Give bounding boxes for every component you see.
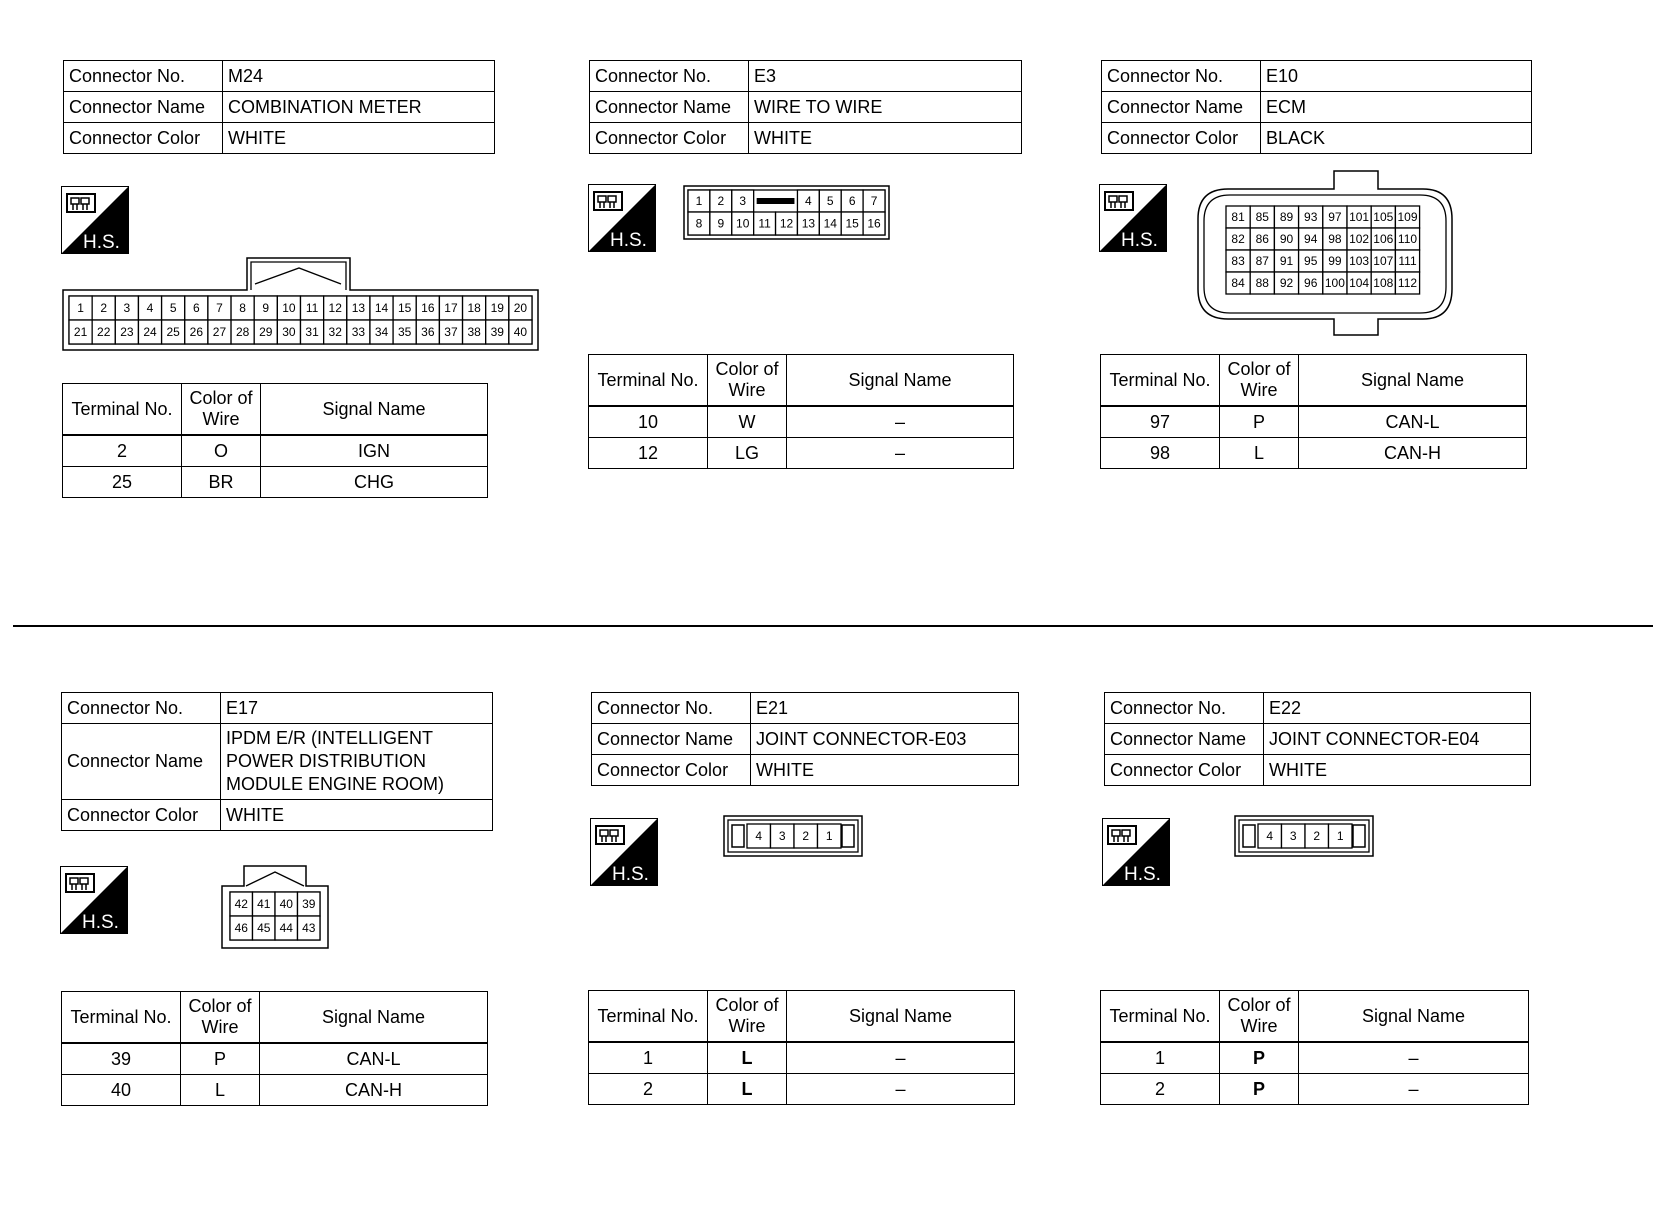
wire-cell: P	[1220, 406, 1299, 438]
hs-label: H.S.	[83, 232, 120, 253]
terminal-number: 27	[212, 325, 227, 339]
connector-name-value: JOINT CONNECTOR-E03	[751, 724, 1019, 755]
signal-name-header: Signal Name	[787, 355, 1014, 407]
terminal-number: 30	[282, 325, 296, 339]
terminal-number: 9	[717, 216, 725, 231]
terminal-number: 12	[779, 216, 794, 231]
terminal-number: 37	[444, 325, 458, 339]
terminal-number: 33	[351, 325, 366, 339]
wire-color-header: Color of Wire	[1220, 991, 1299, 1043]
terminal-number: 11	[758, 216, 771, 231]
signal-name-header: Signal Name	[1299, 991, 1529, 1043]
connector-color-value: WHITE	[223, 123, 495, 154]
terminal-number: 4	[1266, 829, 1274, 843]
signal-cell: –	[787, 1074, 1015, 1105]
terminal-number: 10	[736, 216, 750, 231]
terminal-number: 90	[1279, 232, 1294, 246]
terminal-number: 16	[867, 216, 881, 231]
signal-cell: –	[787, 1042, 1015, 1074]
signal-name-header: Signal Name	[787, 991, 1015, 1043]
terminal-number: 95	[1304, 254, 1318, 268]
terminal-number: 13	[801, 216, 816, 231]
terminal-number: 82	[1231, 232, 1245, 246]
terminal-number: 93	[1304, 210, 1318, 224]
terminal-number: 103	[1349, 254, 1370, 268]
terminal-number: 25	[166, 325, 180, 339]
terminal-number: 1	[1336, 829, 1344, 843]
wire-cell: W	[708, 406, 787, 438]
connector-color-value: WHITE	[221, 800, 493, 831]
connector-no-label: Connector No.	[592, 693, 751, 724]
signal-cell: –	[787, 406, 1014, 438]
connector-no-value: M24	[223, 61, 495, 92]
connector-no-label: Connector No.	[1102, 61, 1261, 92]
terminal-number: 1	[695, 194, 703, 208]
terminal-number: 34	[374, 325, 389, 339]
connector-name-value: JOINT CONNECTOR-E04	[1264, 724, 1531, 755]
signal-cell: –	[1299, 1042, 1529, 1074]
connector-face-m24	[63, 258, 538, 348]
terminal-cell: 1	[1101, 1042, 1220, 1074]
table-row	[1101, 406, 1527, 438]
connector-name-value: WIRE TO WIRE	[749, 92, 1022, 123]
side-guide	[732, 825, 744, 847]
terminal-no-header: Terminal No.	[589, 991, 708, 1043]
connector-name-label: Connector Name	[62, 724, 221, 800]
side-guide	[1243, 825, 1255, 847]
terminal-number: 23	[120, 325, 134, 339]
signal-cell: CAN-L	[260, 1043, 488, 1075]
terminal-number: 9	[262, 301, 270, 315]
terminal-number: 97	[1328, 210, 1342, 224]
terminal-number: 86	[1255, 232, 1269, 246]
terminal-number: 42	[234, 897, 248, 911]
terminal-number: 14	[374, 301, 389, 315]
terminal-number: 7	[870, 194, 878, 208]
harness-side-icon	[588, 184, 656, 252]
terminal-number: 46	[234, 921, 248, 935]
terminal-table-e22	[1100, 990, 1529, 1105]
connector-no-label: Connector No.	[64, 61, 223, 92]
terminal-number: 39	[490, 325, 504, 339]
terminal-number: 89	[1279, 210, 1294, 224]
terminal-number: 17	[444, 301, 458, 315]
terminal-number: 12	[328, 301, 342, 315]
connector-no-value: E22	[1264, 693, 1531, 724]
signal-name-header: Signal Name	[260, 992, 488, 1044]
connector-color-label: Connector Color	[64, 123, 223, 154]
wire-cell: L	[708, 1042, 787, 1074]
terminal-number: 15	[845, 216, 859, 231]
terminal-number: 10	[282, 301, 296, 315]
signal-cell: CAN-H	[1299, 438, 1527, 469]
terminal-number: 98	[1328, 232, 1342, 246]
wire-cell: P	[1220, 1074, 1299, 1105]
wire-cell: P	[181, 1043, 260, 1075]
terminal-no-header: Terminal No.	[1101, 991, 1220, 1043]
terminal-number: 5	[169, 301, 177, 315]
terminal-cell: 2	[63, 435, 182, 467]
terminal-number: 38	[467, 325, 481, 339]
terminal-cell: 39	[62, 1043, 181, 1075]
terminal-number: 5	[826, 194, 834, 208]
wire-color-header: Color of Wire	[708, 991, 787, 1043]
terminal-number: 4	[755, 829, 763, 843]
connector-no-value: E10	[1261, 61, 1532, 92]
terminal-number: 106	[1373, 232, 1394, 246]
harness-side-icon	[590, 818, 658, 886]
terminal-number: 8	[239, 301, 246, 315]
terminal-number: 2	[100, 301, 108, 315]
terminal-number: 102	[1349, 232, 1370, 246]
terminal-number: 94	[1304, 232, 1318, 246]
terminal-number: 13	[351, 301, 366, 315]
connector-color-label: Connector Color	[592, 755, 751, 786]
terminal-number: 19	[490, 301, 504, 315]
harness-side-icon	[1102, 818, 1170, 886]
connector-color-label: Connector Color	[1105, 755, 1264, 786]
signal-cell: –	[787, 438, 1014, 469]
terminal-number: 109	[1397, 210, 1418, 224]
terminal-number: 6	[848, 194, 856, 208]
terminal-cell: 2	[1101, 1074, 1220, 1105]
terminal-number: 40	[513, 325, 528, 339]
connector-info-table-e22	[1104, 692, 1531, 786]
wire-cell: BR	[182, 467, 261, 498]
terminal-number: 1	[77, 301, 84, 315]
terminal-number: 110	[1397, 232, 1418, 246]
terminal-number: 20	[513, 301, 528, 315]
connector-color-value: WHITE	[751, 755, 1019, 786]
terminal-number: 31	[305, 325, 319, 339]
connector-info-table-e3	[589, 60, 1022, 154]
terminal-table-e3	[588, 354, 1014, 469]
wire-cell: L	[708, 1074, 787, 1105]
terminal-no-header: Terminal No.	[1101, 355, 1220, 407]
terminal-number: 2	[1313, 829, 1321, 843]
wire-color-header: Color of Wire	[708, 355, 787, 407]
terminal-cell: 10	[589, 406, 708, 438]
table-row	[1101, 438, 1527, 469]
table-row	[589, 1042, 1015, 1074]
terminal-number: 28	[235, 325, 250, 339]
connector-no-value: E21	[751, 693, 1019, 724]
terminal-number: 84	[1231, 276, 1245, 290]
terminal-no-header: Terminal No.	[62, 992, 181, 1044]
side-guide	[842, 825, 854, 847]
signal-name-header: Signal Name	[261, 384, 488, 436]
wire-color-header: Color of Wire	[1220, 355, 1299, 407]
terminal-number: 4	[146, 301, 154, 315]
terminal-number: 111	[1398, 254, 1417, 268]
connector-color-value: WHITE	[749, 123, 1022, 154]
connector-info-table-e17	[61, 692, 493, 831]
terminal-number: 11	[305, 301, 319, 315]
table-row	[1101, 1074, 1529, 1105]
wire-cell: P	[1220, 1042, 1299, 1074]
wire-cell: LG	[708, 438, 787, 469]
terminal-cell: 12	[589, 438, 708, 469]
terminal-number: 26	[189, 325, 204, 339]
table-row	[62, 1075, 488, 1106]
terminal-number: 3	[1289, 829, 1297, 843]
connector-face-e10	[1198, 171, 1453, 335]
table-row	[63, 467, 488, 498]
hs-label: H.S.	[610, 230, 647, 251]
connector-no-label: Connector No.	[1105, 693, 1264, 724]
terminal-number: 108	[1373, 276, 1394, 290]
signal-cell: CHG	[261, 467, 488, 498]
connector-name-value: COMBINATION METER	[223, 92, 495, 123]
wire-cell: O	[182, 435, 261, 467]
terminal-number: 43	[302, 921, 316, 935]
connector-no-label: Connector No.	[62, 693, 221, 724]
terminal-cell: 97	[1101, 406, 1220, 438]
terminal-number: 29	[259, 325, 273, 339]
connector-name-value: ECM	[1261, 92, 1532, 123]
connector-info-table-m24	[63, 60, 495, 154]
connector-name-label: Connector Name	[592, 724, 751, 755]
hs-label: H.S.	[612, 864, 649, 885]
terminal-number: 92	[1279, 276, 1294, 290]
terminal-number: 99	[1328, 254, 1342, 268]
signal-cell: IGN	[261, 435, 488, 467]
terminal-table-m24	[62, 383, 488, 498]
terminal-number: 45	[257, 921, 271, 935]
terminal-number: 85	[1255, 210, 1269, 224]
signal-cell: CAN-H	[260, 1075, 488, 1106]
terminal-number: 81	[1231, 210, 1245, 224]
terminal-cell: 40	[62, 1075, 181, 1106]
terminal-number: 107	[1373, 254, 1394, 268]
terminal-table-e21	[588, 990, 1015, 1105]
terminal-number: 40	[279, 897, 293, 911]
terminal-number: 2	[717, 194, 725, 208]
connector-name-label: Connector Name	[1102, 92, 1261, 123]
terminal-number: 87	[1255, 254, 1269, 268]
terminal-number: 8	[695, 216, 703, 231]
connector-face-e17	[222, 866, 330, 950]
terminal-number: 39	[302, 897, 316, 911]
terminal-cell: 98	[1101, 438, 1220, 469]
hs-label: H.S.	[1124, 864, 1161, 885]
terminal-table-e10	[1100, 354, 1527, 469]
table-row	[589, 406, 1014, 438]
terminal-number: 22	[97, 325, 111, 339]
section-divider	[13, 625, 1653, 627]
connector-no-value: E3	[749, 61, 1022, 92]
terminal-number: 35	[397, 325, 412, 339]
terminal-number: 36	[421, 325, 435, 339]
terminal-number: 100	[1324, 276, 1345, 290]
connector-color-value: WHITE	[1264, 755, 1531, 786]
terminal-number: 6	[192, 301, 200, 315]
connector-color-label: Connector Color	[590, 123, 749, 154]
terminal-table-e17	[61, 991, 488, 1106]
harness-side-icon	[61, 186, 129, 254]
terminal-number: 104	[1349, 276, 1370, 290]
wire-cell: L	[1220, 438, 1299, 469]
harness-side-icon	[60, 866, 128, 934]
terminal-number: 83	[1231, 254, 1245, 268]
wire-cell: L	[181, 1075, 260, 1106]
terminal-cell: 25	[63, 467, 182, 498]
side-guide	[1353, 825, 1365, 847]
hs-label: H.S.	[1121, 230, 1158, 251]
wire-color-header: Color of Wire	[182, 384, 261, 436]
connector-color-label: Connector Color	[1102, 123, 1261, 154]
terminal-cell: 2	[589, 1074, 708, 1105]
terminal-number: 24	[143, 325, 157, 339]
terminal-number: 7	[216, 301, 223, 315]
harness-side-icon	[1099, 184, 1167, 252]
connector-face-e3	[684, 186, 889, 241]
terminal-number: 21	[73, 325, 88, 339]
connector-info-table-e21	[591, 692, 1019, 786]
connector-name-label: Connector Name	[64, 92, 223, 123]
terminal-number: 41	[257, 897, 271, 911]
terminal-no-header: Terminal No.	[589, 355, 708, 407]
table-row	[589, 438, 1014, 469]
terminal-number: 44	[279, 921, 293, 935]
terminal-number: 15	[397, 301, 412, 315]
connector-name-value: IPDM E/R (INTELLIGENT POWER DISTRIBUTION MODULE ENGINE ROOM)	[221, 724, 493, 800]
table-row	[62, 1043, 488, 1075]
hs-label: H.S.	[82, 912, 119, 933]
terminal-number: 4	[805, 194, 812, 208]
connector-no-value: E17	[221, 693, 493, 724]
signal-name-header: Signal Name	[1299, 355, 1527, 407]
terminal-number: 2	[802, 829, 810, 843]
lock-bar	[757, 198, 795, 204]
terminal-number: 14	[823, 216, 837, 231]
connector-color-label: Connector Color	[62, 800, 221, 831]
connector-name-label: Connector Name	[590, 92, 749, 123]
terminal-number: 1	[825, 829, 833, 843]
terminal-number: 3	[778, 829, 786, 843]
terminal-number: 3	[123, 301, 131, 315]
signal-cell: –	[1299, 1074, 1529, 1105]
terminal-number: 91	[1279, 254, 1294, 268]
terminal-number: 96	[1304, 276, 1318, 290]
terminal-number: 105	[1373, 210, 1394, 224]
table-row	[1101, 1042, 1529, 1074]
terminal-no-header: Terminal No.	[63, 384, 182, 436]
connector-color-value: BLACK	[1261, 123, 1532, 154]
wire-color-header: Color of Wire	[181, 992, 260, 1044]
connector-name-label: Connector Name	[1105, 724, 1264, 755]
connector-face-e22	[1235, 816, 1375, 858]
connector-face-e21	[724, 816, 864, 858]
connector-no-label: Connector No.	[590, 61, 749, 92]
table-row	[63, 435, 488, 467]
terminal-number: 88	[1255, 276, 1269, 290]
terminal-number: 112	[1397, 276, 1418, 290]
terminal-number: 32	[328, 325, 342, 339]
terminal-number: 18	[467, 301, 481, 315]
terminal-cell: 1	[589, 1042, 708, 1074]
table-row	[589, 1074, 1015, 1105]
terminal-number: 16	[421, 301, 435, 315]
terminal-number: 3	[739, 194, 747, 208]
connector-info-table-e10	[1101, 60, 1532, 154]
signal-cell: CAN-L	[1299, 406, 1527, 438]
terminal-number: 101	[1349, 210, 1370, 224]
